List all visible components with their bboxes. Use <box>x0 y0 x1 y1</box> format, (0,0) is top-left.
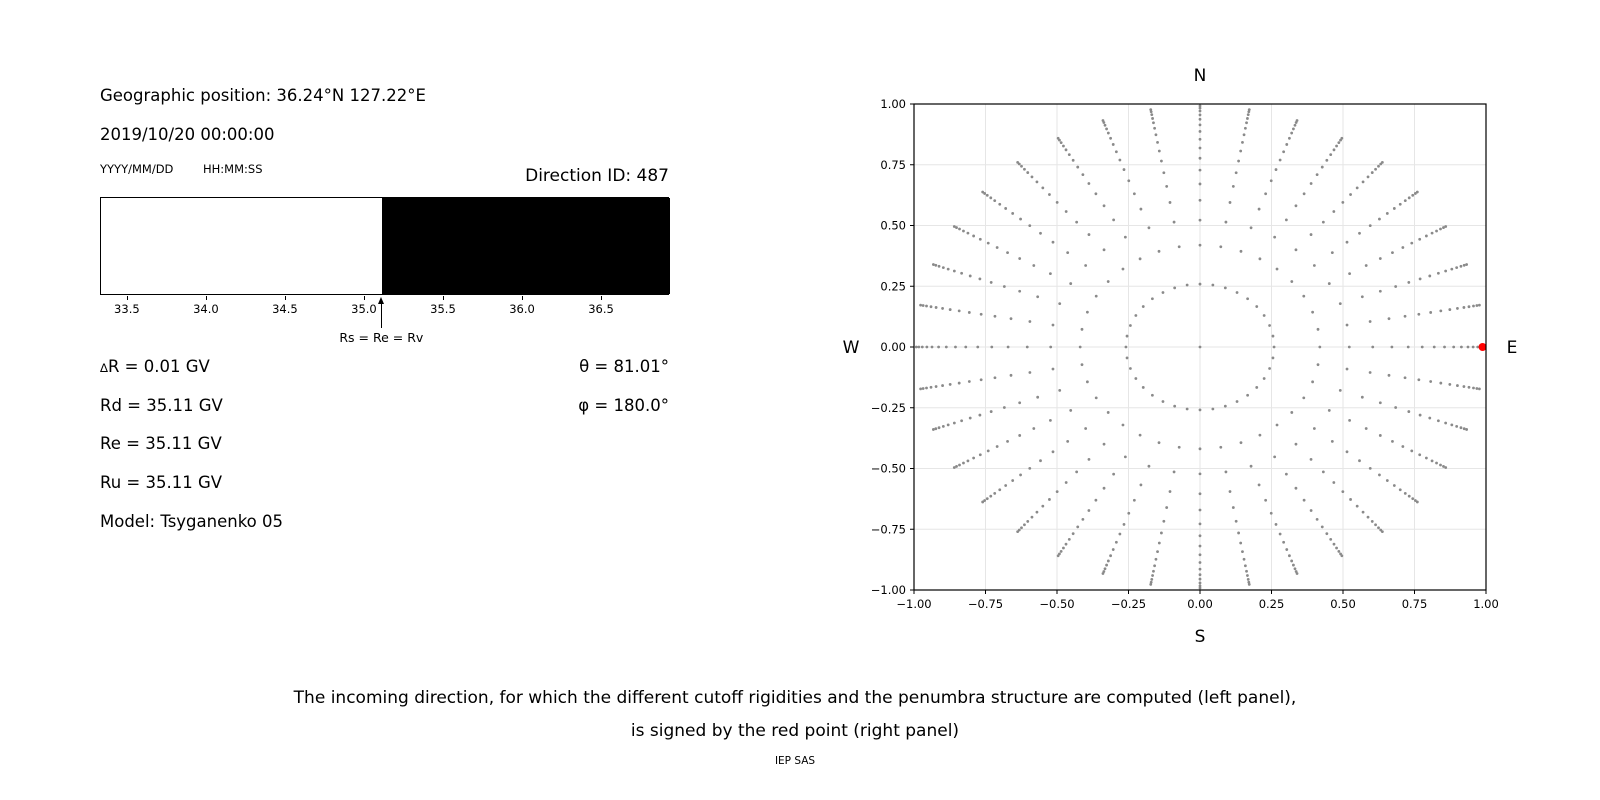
svg-text:−0.75: −0.75 <box>870 522 906 537</box>
svg-text:1.00: 1.00 <box>1473 597 1499 611</box>
selected-direction-point <box>1479 343 1487 351</box>
date-format-label: YYYY/MM/DD <box>100 162 174 176</box>
svg-text:0.00: 0.00 <box>1187 597 1213 611</box>
svg-text:−1.00: −1.00 <box>896 597 932 611</box>
penumbra-tick-label: 34.0 <box>193 302 219 316</box>
penumbra-tick-label: 33.5 <box>114 302 140 316</box>
svg-text:0.25: 0.25 <box>880 279 906 294</box>
penumbra-tick <box>285 296 286 300</box>
penumbra-forbidden-region <box>382 198 670 294</box>
svg-text:−0.50: −0.50 <box>870 461 906 476</box>
caption-line-2: is signed by the red point (right panel) <box>630 721 960 741</box>
penumbra-tick <box>601 296 602 300</box>
svg-text:0.75: 0.75 <box>1401 597 1428 611</box>
greek-symbol: θ <box>579 357 590 376</box>
datetime-text: 2019/10/20 00:00:00 <box>100 125 275 144</box>
svg-text:0.00: 0.00 <box>880 340 906 354</box>
direction-plot <box>820 50 1580 660</box>
geographic-position-text: Geographic position: 36.24°N 127.22°E <box>100 86 426 105</box>
rigidity-line: Rd = 35.11 GV <box>100 396 223 415</box>
svg-text:−0.75: −0.75 <box>967 597 1004 611</box>
penumbra-bar <box>100 197 669 295</box>
penumbra-tick <box>364 296 365 300</box>
penumbra-tick <box>522 296 523 300</box>
delta-symbol: ∆ <box>100 361 108 375</box>
penumbra-tick-label: 34.5 <box>272 302 298 316</box>
svg-text:−0.25: −0.25 <box>870 400 906 415</box>
time-format-label: HH:MM:SS <box>203 162 263 176</box>
penumbra-tick <box>127 296 128 300</box>
rigidity-line: Model: Tsyganenko 05 <box>100 512 284 531</box>
svg-text:0.50: 0.50 <box>1330 597 1356 611</box>
cutoff-arrow-label: Rs = Re = Rv <box>339 330 424 345</box>
direction-id-label: Direction ID: 487 <box>525 166 669 186</box>
compass-east-label: E <box>1506 338 1518 358</box>
greek-symbol: φ <box>578 396 590 415</box>
svg-text:1.00: 1.00 <box>880 97 906 111</box>
svg-text:0.50: 0.50 <box>880 218 906 233</box>
caption-line-1: The incoming direction, for which the different cutoff rigidities and the penumbra structure are computed (left panel), <box>293 688 1297 708</box>
svg-text:0.25: 0.25 <box>1258 597 1285 611</box>
svg-text:−0.50: −0.50 <box>1039 597 1075 611</box>
penumbra-x-axis <box>100 296 669 320</box>
credit-text: IEP SAS <box>774 755 816 767</box>
rigidity-line: Re = 35.11 GV <box>100 434 222 453</box>
penumbra-tick <box>206 296 207 300</box>
angle-line: φ = 180.0° <box>578 396 669 415</box>
svg-text:0.75: 0.75 <box>880 157 906 172</box>
plot-tick-labels <box>871 97 1499 611</box>
svg-text:−1.00: −1.00 <box>870 583 906 597</box>
penumbra-tick <box>443 296 444 300</box>
compass-south-label: S <box>1194 627 1206 647</box>
penumbra-tick-label: 36.0 <box>509 302 535 316</box>
penumbra-tick-label: 35.0 <box>351 302 377 316</box>
compass-west-label: W <box>842 338 860 358</box>
svg-text:−0.25: −0.25 <box>1110 597 1147 611</box>
rigidity-line: Ru = 35.11 GV <box>100 473 223 492</box>
compass-north-label: N <box>1193 66 1207 86</box>
plot-ticks <box>910 104 1486 594</box>
rigidity-line: ∆R = 0.01 GV <box>100 357 210 376</box>
cutoff-arrow-line <box>381 303 382 328</box>
penumbra-tick-label: 35.5 <box>430 302 456 316</box>
cutoff-arrow-head <box>378 297 384 304</box>
angle-line: θ = 81.01° <box>579 357 669 376</box>
penumbra-tick-label: 36.5 <box>588 302 614 316</box>
